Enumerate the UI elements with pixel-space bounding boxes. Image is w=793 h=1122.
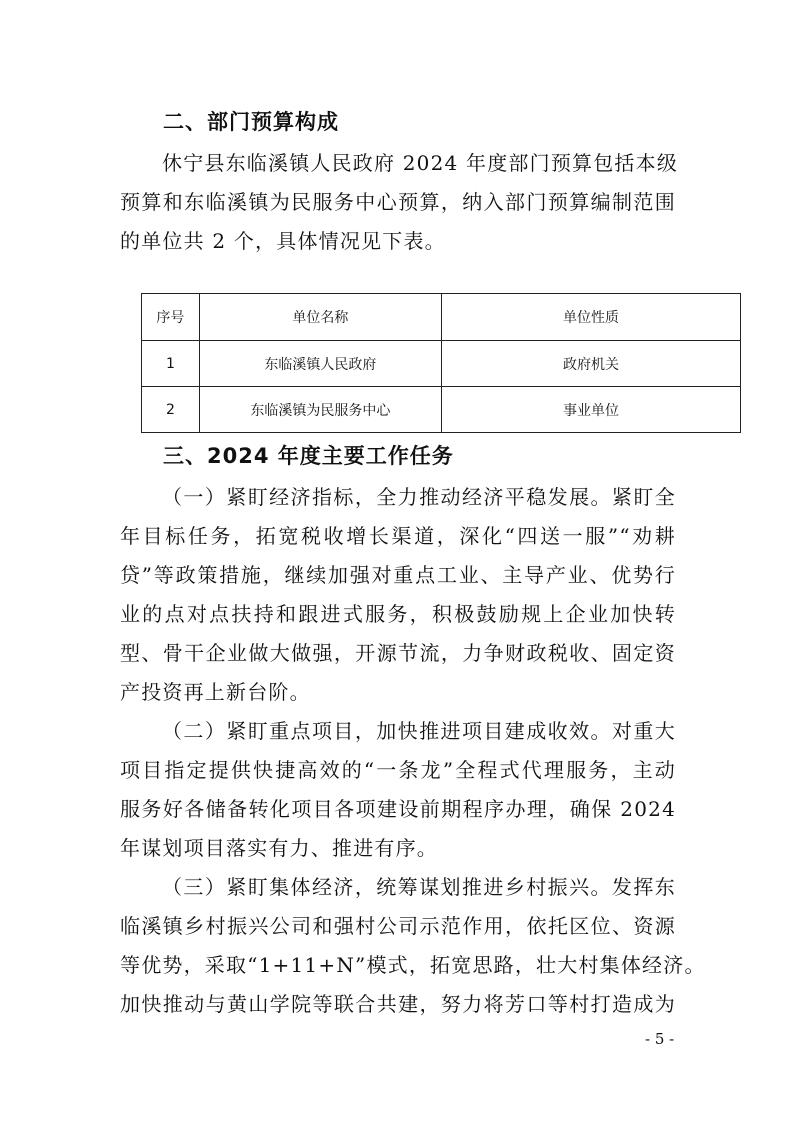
paragraph-line: 预算和东临溪镇为民服务中心预算，纳入部门预算编制范围 — [120, 190, 676, 214]
table-row — [142, 387, 741, 433]
section-heading-budget-composition: 二、部门预算构成 — [163, 110, 339, 134]
paragraph-line: 等优势，采取“1+11+N”模式，拓宽思路，壮大村集体经济。 — [120, 953, 706, 977]
paragraph-line: 休宁县东临溪镇人民政府 2024 年度部门预算包括本级 — [162, 151, 679, 175]
paragraph-line: 加快推动与黄山学院等联合共建，努力将芳口等村打造成为 — [120, 992, 676, 1016]
table-header-cell: 单位名称 — [199, 294, 441, 341]
paragraph-line: （二）紧盯重点项目，加快推进项目建成收效。对重大 — [162, 719, 676, 743]
table-header-cell: 序号 — [142, 294, 200, 341]
paragraph-line: （三）紧盯集体经济，统筹谋划推进乡村振兴。发挥东 — [162, 875, 676, 899]
table-cell: 东临溪镇为民服务中心 — [199, 387, 441, 433]
paragraph-line: 型、骨干企业做大做强，开源节流，力争财政税收、固定资 — [120, 641, 676, 665]
paragraph-line: 贷”等政策措施，继续加强对重点工业、主导产业、优势行 — [120, 563, 676, 587]
paragraph-line: 业的点对点扶持和跟进式服务，积极鼓励规上企业加快转 — [120, 602, 676, 626]
table-cell: 政府机关 — [442, 341, 741, 387]
paragraph-line: （一）紧盯经济指标，全力推动经济平稳发展。紧盯全 — [162, 485, 676, 509]
paragraph-line: 年目标任务，拓宽税收增长渠道，深化“四送一服”“劝耕 — [120, 524, 676, 548]
table-header-row — [142, 294, 741, 341]
paragraph-line: 临溪镇乡村振兴公司和强村公司示范作用，依托区位、资源 — [120, 914, 676, 938]
paragraph-line: 年谋划项目落实有力、推进有序。 — [120, 836, 438, 860]
table-row — [142, 341, 741, 387]
paragraph-line: 项目指定提供快捷高效的“一条龙”全程式代理服务，主动 — [120, 758, 676, 782]
table-cell: 东临溪镇人民政府 — [199, 341, 441, 387]
paragraph-line: 服务好各储备转化项目各项建设前期程序办理，确保 2024 — [120, 797, 676, 821]
paragraph-line: 产投资再上新台阶。 — [120, 680, 311, 704]
table-header-cell: 单位性质 — [442, 294, 741, 341]
table-cell: 事业单位 — [442, 387, 741, 433]
paragraph-line: 的单位共 2 个，具体情况见下表。 — [120, 229, 446, 253]
budget-units-table — [141, 293, 741, 433]
page-number: - 5 - — [645, 1030, 675, 1048]
table-cell: 1 — [142, 341, 200, 387]
section-heading-main-tasks: 三、2024 年度主要工作任务 — [163, 444, 454, 468]
table-cell: 2 — [142, 387, 200, 433]
